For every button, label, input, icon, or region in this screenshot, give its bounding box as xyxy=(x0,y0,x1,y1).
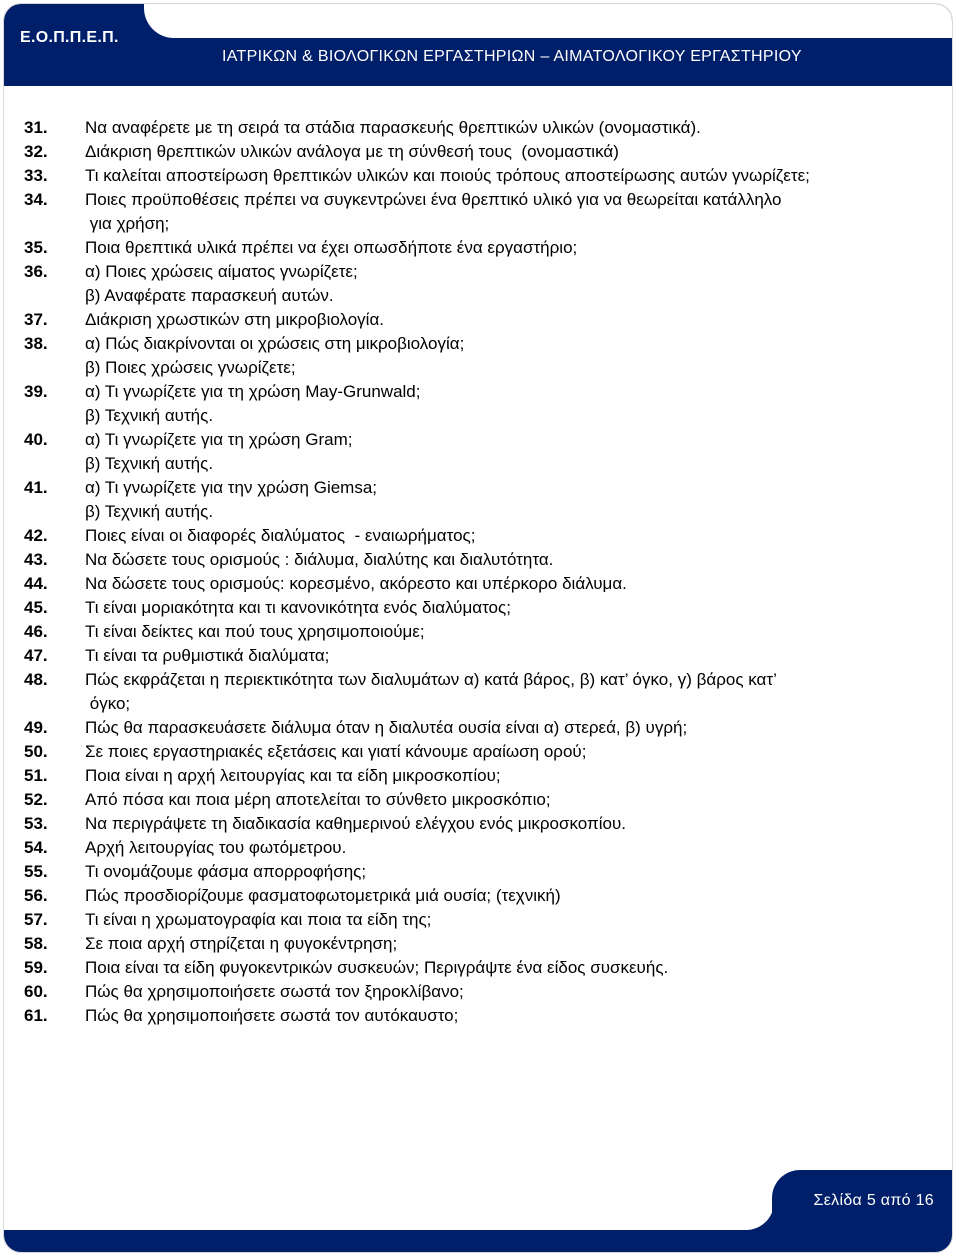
question-number: 34. xyxy=(24,190,48,209)
page-number: Σελίδα 5 από 16 xyxy=(813,1192,934,1209)
question-text: Ποια είναι η αρχή λειτουργίας και τα είδη μικροσκοπίου; xyxy=(85,766,501,785)
question-text: Να αναφέρετε με τη σειρά τα στάδια παρασκευής θρεπτικών υλικών (ονομαστικά). xyxy=(85,118,701,137)
question-text: Διάκριση χρωστικών στη μικροβιολογία. xyxy=(85,310,385,329)
question-item xyxy=(24,884,944,908)
question-number: 54. xyxy=(24,838,48,857)
question-text: Να περιγράψετε τη διαδικασία καθημερινού ελέγχου ενός μικροσκοπίου. xyxy=(85,814,626,833)
question-number: 49. xyxy=(24,718,48,737)
question-item xyxy=(24,764,944,788)
question-item xyxy=(24,236,944,260)
question-item xyxy=(24,836,944,860)
header-department: ΙΑΤΡΙΚΩΝ & ΒΙΟΛΟΓΙΚΩΝ ΕΡΓΑΣΤΗΡΙΩΝ – ΑΙΜΑΤΟΛΟΓΙΚΟΥ ΕΡΓΑΣΤΗΡΙΟΥ xyxy=(222,48,802,65)
question-number: 58. xyxy=(24,934,48,953)
question-text: Ποια είναι τα είδη φυγοκεντρικών συσκευών; Περιγράψτε ένα είδος συσκευής. xyxy=(85,958,669,977)
question-item xyxy=(24,932,944,956)
question-item xyxy=(24,980,944,1004)
question-number: 55. xyxy=(24,862,48,881)
question-item xyxy=(24,524,944,548)
question-text: Αρχή λειτουργίας του φωτόμετρου. xyxy=(85,838,347,857)
question-text: Διάκριση θρεπτικών υλικών ανάλογα με τη σύνθεσή τους (ονομαστικά) xyxy=(85,142,619,161)
question-item xyxy=(24,116,944,140)
header-bar xyxy=(4,76,952,86)
question-text: Πώς εκφράζεται η περιεκτικότητα των διαλυμάτων α) κατά βάρος, β) κατ’ όγκο, γ) βάρος κατ’ όγκο; xyxy=(85,670,777,713)
question-number: 50. xyxy=(24,742,48,761)
question-number: 41. xyxy=(24,478,48,497)
page-frame xyxy=(3,3,953,1253)
question-text: α) Πώς διακρίνονται οι χρώσεις στη μικροβιολογία; β) Ποιες χρώσεις γνωρίζετε; xyxy=(85,334,465,377)
question-text: Πώς θα χρησιμοποιήσετε σωστά τον ξηροκλίβανο; xyxy=(85,982,464,1001)
question-item xyxy=(24,164,944,188)
question-number: 43. xyxy=(24,550,48,569)
header-notch xyxy=(144,4,953,38)
question-number: 39. xyxy=(24,382,48,401)
question-number: 40. xyxy=(24,430,48,449)
question-number: 35. xyxy=(24,238,48,257)
question-text: Τι είναι η χρωματογραφία και ποια τα είδη της; xyxy=(85,910,432,929)
question-text: Να δώσετε τους ορισμούς : διάλυμα, διαλύτης και διαλυτότητα. xyxy=(85,550,554,569)
question-number: 33. xyxy=(24,166,48,185)
footer-notch xyxy=(4,1200,774,1230)
question-item xyxy=(24,140,944,164)
question-number: 59. xyxy=(24,958,48,977)
question-text: Ποιες είναι οι διαφορές διαλύματος - εναιωρήματος; xyxy=(85,526,476,545)
question-text: Από πόσα και ποια μέρη αποτελείται το σύνθετο μικροσκόπιο; xyxy=(85,790,551,809)
question-number: 37. xyxy=(24,310,48,329)
question-number: 31. xyxy=(24,118,48,137)
question-item xyxy=(24,380,944,428)
question-item xyxy=(24,812,944,836)
question-item xyxy=(24,716,944,740)
question-item xyxy=(24,644,944,668)
question-number: 46. xyxy=(24,622,48,641)
question-text: Πώς προσδιορίζουμε φασματοφωτομετρικά μιά ουσία; (τεχνική) xyxy=(85,886,561,905)
question-number: 57. xyxy=(24,910,48,929)
question-item xyxy=(24,308,944,332)
question-number: 44. xyxy=(24,574,48,593)
question-item xyxy=(24,788,944,812)
question-item xyxy=(24,596,944,620)
question-number: 45. xyxy=(24,598,48,617)
question-text: Τι ονομάζουμε φάσμα απορροφήσης; xyxy=(85,862,367,881)
question-number: 53. xyxy=(24,814,48,833)
question-text: α) Ποιες χρώσεις αίματος γνωρίζετε; β) Αναφέρατε παρασκευή αυτών. xyxy=(85,262,358,305)
question-item xyxy=(24,740,944,764)
question-text: α) Τι γνωρίζετε για τη χρώση Gram; β) Τεχνική αυτής. xyxy=(85,430,353,473)
question-item xyxy=(24,188,944,236)
question-text: Σε ποιες εργαστηριακές εξετάσεις και γιατί κάνουμε αραίωση ορού; xyxy=(85,742,587,761)
question-item xyxy=(24,332,944,380)
question-text: Να δώσετε τους ορισμούς: κορεσμένο, ακόρεστο και υπέρκορο διάλυμα. xyxy=(85,574,627,593)
question-item xyxy=(24,572,944,596)
question-text: Τι είναι μοριακότητα και τι κανονικότητα ενός διαλύματος; xyxy=(85,598,511,617)
question-text: α) Τι γνωρίζετε για την χρώση Giemsa; β) Τεχνική αυτής. xyxy=(85,478,378,521)
question-item xyxy=(24,908,944,932)
header-organization: Ε.Ο.Π.Π.Ε.Π. xyxy=(20,29,119,46)
question-number: 60. xyxy=(24,982,48,1001)
question-item xyxy=(24,260,944,308)
question-number: 56. xyxy=(24,886,48,905)
question-text: Πώς θα παρασκευάσετε διάλυμα όταν η διαλυτέα ουσία είναι α) στερεά, β) υγρή; xyxy=(85,718,688,737)
question-text: Ποιες προϋποθέσεις πρέπει να συγκεντρώνει ένα θρεπτικό υλικό για να θεωρείται κατάλληλο για χρήση; xyxy=(85,190,782,233)
question-text: Τι είναι τα ρυθμιστικά διαλύματα; xyxy=(85,646,330,665)
question-item xyxy=(24,620,944,644)
question-item xyxy=(24,1004,944,1028)
question-text: α) Τι γνωρίζετε για τη χρώση May-Grunwald; β) Τεχνική αυτής. xyxy=(85,382,421,425)
question-item xyxy=(24,548,944,572)
question-text: Πώς θα χρησιμοποιήσετε σωστά τον αυτόκαυστο; xyxy=(85,1006,459,1025)
question-item xyxy=(24,668,944,716)
question-number: 38. xyxy=(24,334,48,353)
question-number: 47. xyxy=(24,646,48,665)
question-number: 32. xyxy=(24,142,48,161)
question-text: Ποια θρεπτικά υλικά πρέπει να έχει οπωσδήποτε ένα εργαστήριο; xyxy=(85,238,578,257)
question-item xyxy=(24,476,944,524)
question-number: 42. xyxy=(24,526,48,545)
question-item xyxy=(24,428,944,476)
question-number: 52. xyxy=(24,790,48,809)
question-item xyxy=(24,956,944,980)
question-number: 51. xyxy=(24,766,48,785)
question-list xyxy=(24,116,944,1028)
question-text: Τι καλείται αποστείρωση θρεπτικών υλικών και ποιούς τρόπους αποστείρωσης αυτών γνωρίζετε; xyxy=(85,166,810,185)
question-text: Σε ποια αρχή στηρίζεται η φυγοκέντρηση; xyxy=(85,934,398,953)
question-number: 61. xyxy=(24,1006,48,1025)
question-number: 48. xyxy=(24,670,48,689)
question-number: 36. xyxy=(24,262,48,281)
question-item xyxy=(24,860,944,884)
question-text: Τι είναι δείκτες και πού τους χρησιμοποιούμε; xyxy=(85,622,425,641)
